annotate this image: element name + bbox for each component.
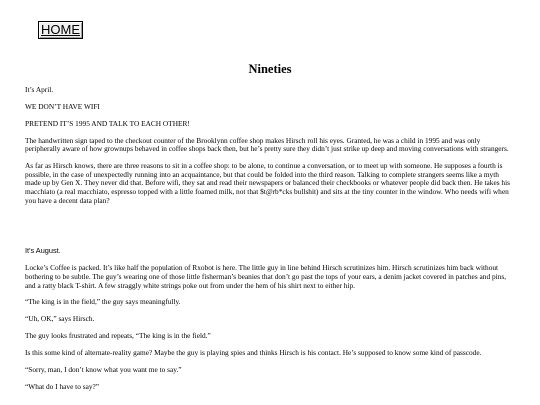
paragraph: It’s April. <box>25 85 54 94</box>
paragraph: PRETEND IT’S 1995 AND TALK TO EACH OTHER! <box>25 118 190 128</box>
home-button[interactable]: HOME <box>38 21 83 39</box>
paragraph: The guy looks frustrated and repeats, “The king is in the field.” <box>25 331 211 341</box>
section-spacer <box>25 213 515 247</box>
paragraph: WE DON’T HAVE WIFI <box>25 101 100 111</box>
paragraph: “Uh, OK,” says Hirsch. <box>25 314 95 324</box>
article-title: Nineties <box>248 62 292 76</box>
article <box>25 62 515 400</box>
paragraph: Locke’s Coffee is packed. It’s like half the population of Rxobot is here. The little guy in line behind Hirsch scrutinizes him. Hirsch scrutinizes him back without bothering to be subtle. The guy’s wearing one of those little fisherman’s beanies that don’t go past the tops of your ears, a denim jacket covered in patches and pins, and a ratty black T-shirt. A few straggly white strings poke out from under the hem of his shirt next to either hip. <box>25 263 507 290</box>
paragraph: As far as Hirsch knows, there are three reasons to sit in a coffee shop: to be alone, to continue a conversation, or to meet up with someone. He supposes a fourth is possible, in the case of unexpectedly running into an acquaintance, but that could be folded into the third reason. Talking to complete strangers seems like a myth made up by Gen X. They never did that. Before wifi, they sat and read their newspapers or balanced their checkbooks or whatever people did back then. He takes his macchiato (a real macchiato, espresso topped with a little foamed milk, not that $t@rb*cks bullshit) and sits at the tiny counter in the window. Who needs wifi when you have a decent data plan? <box>25 161 510 205</box>
paragraph: “Sorry, man, I don’t know what you want me to say.” <box>25 364 182 374</box>
section-heading: It's August. <box>25 246 61 256</box>
home-nav <box>38 21 83 39</box>
paragraph: “What do I have to say?” <box>25 381 100 391</box>
paragraph: “The king is in the field,” the guy says meaningfully. <box>25 297 181 307</box>
paragraph: The handwritten sign taped to the checkout counter of the Brooklynn coffee shop makes Hirsch roll his eyes. Granted, he was a child in 1995 and was only peripherally aware of how grownups behaved in coffee shops back then, but he’s pretty sure they didn’t just strike up deep and moving conversations with strangers. <box>25 135 509 154</box>
paragraph: Is this some kind of alternate-reality game? Maybe the guy is playing spies and thinks Hirsch is his contact. He’s supposed to know some kind of passcode. <box>25 348 482 358</box>
